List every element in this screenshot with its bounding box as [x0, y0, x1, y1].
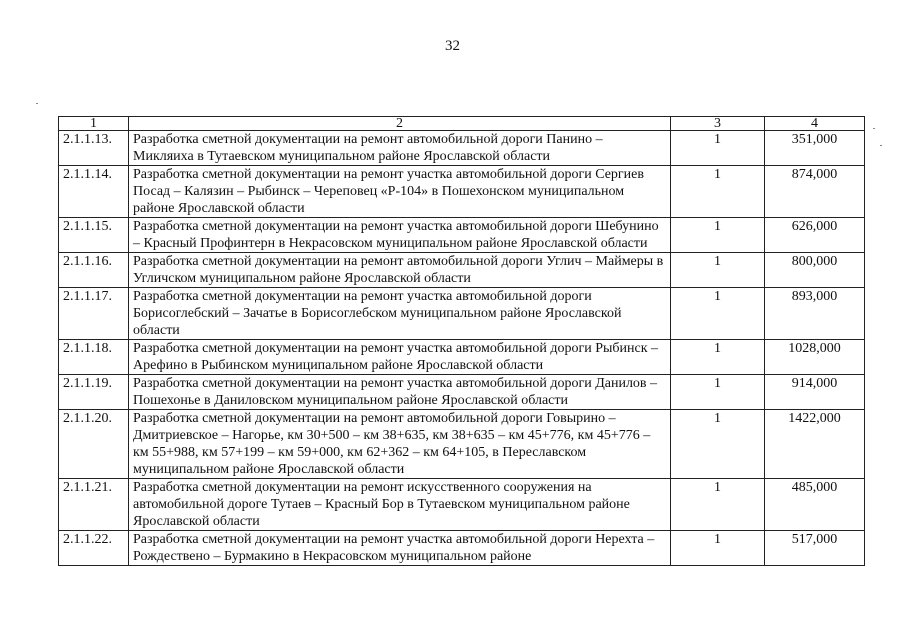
item-number: 2.1.1.13. — [59, 131, 129, 166]
table-row — [59, 531, 865, 566]
item-number: 2.1.1.19. — [59, 375, 129, 410]
item-quantity: 1 — [671, 375, 765, 410]
table-header — [59, 117, 865, 131]
item-amount: 874,000 — [765, 166, 865, 218]
item-number: 2.1.1.16. — [59, 253, 129, 288]
item-description: Разработка сметной документации на ремонт участка автомобильной дороги Борисоглебский – Зачатье в Борисоглебском муниципальном районе Ярославской области — [129, 288, 671, 340]
table-row — [59, 375, 865, 410]
item-number: 2.1.1.14. — [59, 166, 129, 218]
scan-artifact — [873, 128, 875, 129]
item-amount: 485,000 — [765, 479, 865, 531]
column-header: 4 — [765, 117, 865, 131]
item-quantity: 1 — [671, 340, 765, 375]
item-amount: 893,000 — [765, 288, 865, 340]
scan-artifact — [880, 145, 882, 146]
table-row — [59, 479, 865, 531]
item-quantity: 1 — [671, 479, 765, 531]
table-row — [59, 253, 865, 288]
table-row — [59, 410, 865, 479]
item-quantity: 1 — [671, 166, 765, 218]
table-row — [59, 218, 865, 253]
item-description: Разработка сметной документации на ремонт участка автомобильной дороги Данилов – Пошехонье в Даниловском муниципальном районе Ярославской области — [129, 375, 671, 410]
table-row — [59, 131, 865, 166]
item-amount: 1422,000 — [765, 410, 865, 479]
item-amount: 914,000 — [765, 375, 865, 410]
item-description: Разработка сметной документации на ремонт участка автомобильной дороги Сергиев Посад – Калязин – Рыбинск – Череповец «Р-104» в Пошехонском муниципальном районе Ярославской области — [129, 166, 671, 218]
item-description: Разработка сметной документации на ремонт автомобильной дороги Говырино – Дмитриевское – Нагорье, км 30+500 – км 38+635, км 38+635 – км 45+776, км 45+776 – км 55+988, км 57+199 – км 59+000, км 62+362 – км 64+105, в Переславском муниципальном районе Ярославской области — [129, 410, 671, 479]
item-amount: 626,000 — [765, 218, 865, 253]
item-number: 2.1.1.22. — [59, 531, 129, 566]
page-number: 32 — [445, 38, 460, 54]
item-number: 2.1.1.21. — [59, 479, 129, 531]
table-row — [59, 166, 865, 218]
item-quantity: 1 — [671, 410, 765, 479]
column-header: 2 — [129, 117, 671, 131]
item-description: Разработка сметной документации на ремонт участка автомобильной дороги Рыбинск – Арефино в Рыбинском муниципальном районе Ярославской области — [129, 340, 671, 375]
item-description: Разработка сметной документации на ремонт участка автомобильной дороги Нерехта – Рождествено – Бурмакино в Некрасовском муниципальном районе — [129, 531, 671, 566]
item-amount: 800,000 — [765, 253, 865, 288]
item-number: 2.1.1.18. — [59, 340, 129, 375]
table-row — [59, 288, 865, 340]
item-amount: 517,000 — [765, 531, 865, 566]
item-number: 2.1.1.20. — [59, 410, 129, 479]
item-quantity: 1 — [671, 531, 765, 566]
item-quantity: 1 — [671, 288, 765, 340]
column-header: 1 — [59, 117, 129, 131]
table-row — [59, 340, 865, 375]
item-amount: 351,000 — [765, 131, 865, 166]
budget-table — [58, 116, 865, 566]
item-description: Разработка сметной документации на ремонт автомобильной дороги Углич – Маймеры в Угличском муниципальном районе Ярославской области — [129, 253, 671, 288]
item-amount: 1028,000 — [765, 340, 865, 375]
item-number: 2.1.1.15. — [59, 218, 129, 253]
item-quantity: 1 — [671, 253, 765, 288]
item-description: Разработка сметной документации на ремонт автомобильной дороги Панино – Микляиха в Тутаевском муниципальном районе Ярославской области — [129, 131, 671, 166]
column-header: 3 — [671, 117, 765, 131]
item-description: Разработка сметной документации на ремонт участка автомобильной дороги Шебунино – Красный Профинтерн в Некрасовском муниципальном районе Ярославской области — [129, 218, 671, 253]
item-quantity: 1 — [671, 131, 765, 166]
item-number: 2.1.1.17. — [59, 288, 129, 340]
item-quantity: 1 — [671, 218, 765, 253]
scan-artifact — [36, 103, 38, 104]
item-description: Разработка сметной документации на ремонт искусственного сооружения на автомобильной дороге Тутаев – Красный Бор в Тутаевском муниципальном районе Ярославской области — [129, 479, 671, 531]
